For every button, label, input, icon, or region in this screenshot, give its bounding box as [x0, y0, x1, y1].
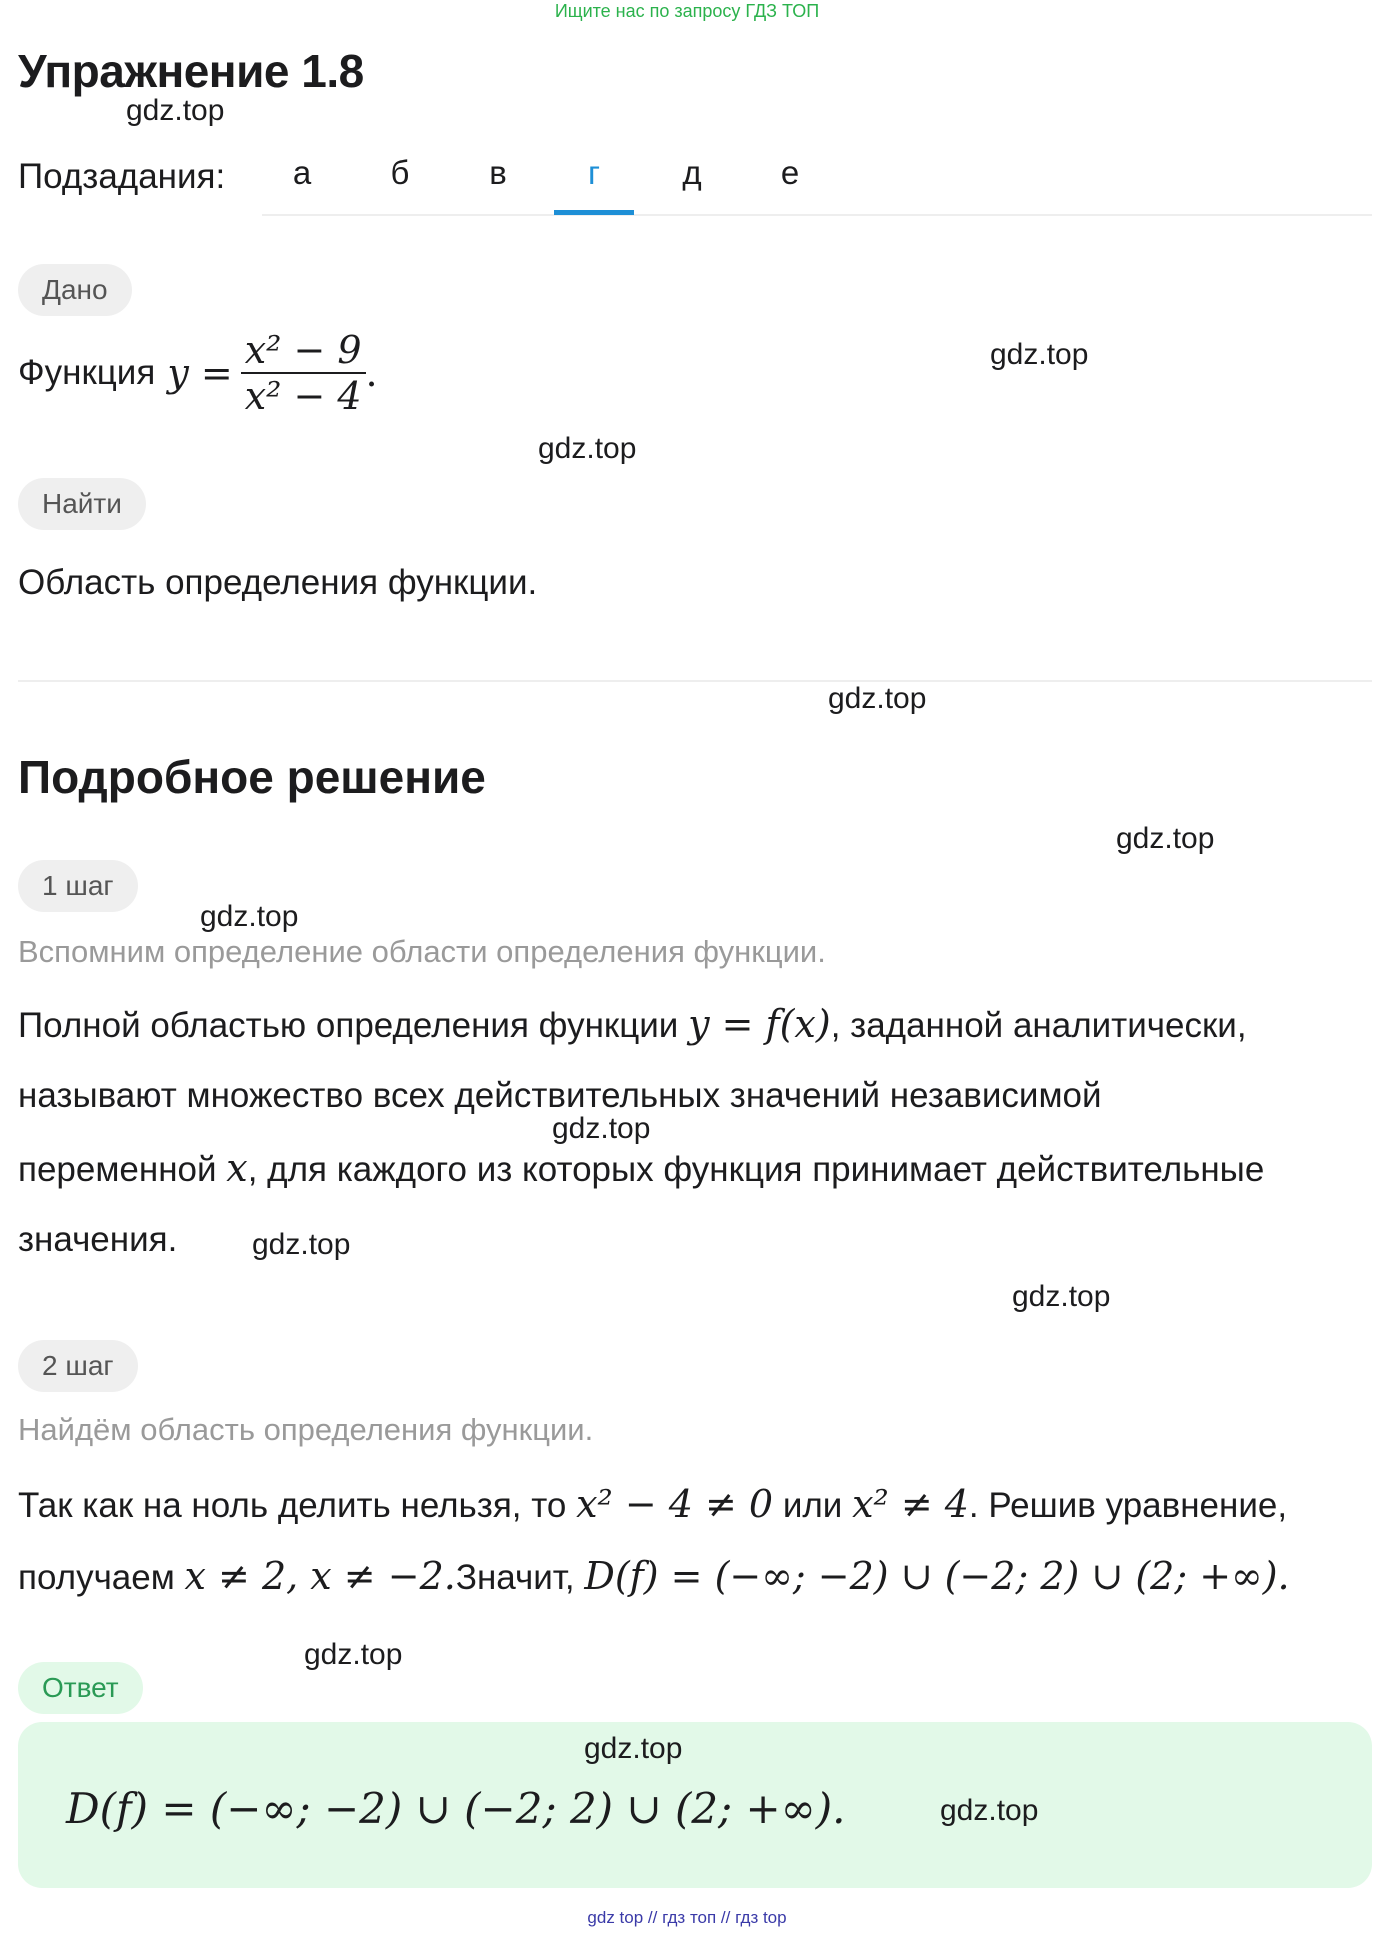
watermark: gdz.top [200, 900, 299, 933]
active-tab-indicator [554, 210, 634, 215]
step1-line-2: называют множество всех действительных значений независимой [18, 1076, 1102, 1115]
step2-line-2-text: получаем [18, 1558, 185, 1597]
step2-line-1-text: Так как на ноль делить нельзя, то [18, 1486, 577, 1525]
watermark: gdz.top [990, 338, 1089, 371]
step2-math-roots: x ≠ 2, x ≠ −2. [184, 1554, 456, 1598]
step2-badge: 2 шаг [18, 1340, 138, 1392]
step1-hint: Вспомним определение области определения функции. [18, 934, 826, 969]
subtasks-tabs [262, 148, 1372, 216]
step1-line-1 [18, 988, 1247, 1062]
solution-heading: Подробное решение [18, 751, 486, 803]
tab-a[interactable]: а [292, 154, 312, 191]
watermark: gdz.top [1012, 1280, 1111, 1313]
find-text: Область определения функции. [18, 563, 538, 602]
subtasks-label: Подзадания: [18, 157, 226, 196]
footer-links[interactable]: gdz top // гдз топ // гдз top [587, 1908, 787, 1927]
step1-line-4: значения. [18, 1220, 178, 1259]
tab-v[interactable]: в [489, 154, 507, 191]
step2-line-1 [18, 1468, 1287, 1542]
tab-g[interactable]: г [587, 154, 601, 191]
step2-math-inequality-1: x² − 4 ≠ 0 [576, 1482, 774, 1526]
fraction-numerator: x² − 9 [241, 328, 366, 374]
watermark: gdz.top [584, 1732, 683, 1765]
watermark: gdz.top [552, 1112, 651, 1145]
step1-line-3-text: переменной [18, 1150, 227, 1189]
divider [18, 680, 1372, 682]
step1-line-3-text-end: , для каждого из которых функция принимает действительные [247, 1150, 1265, 1189]
step1-math-x: x [226, 1146, 248, 1190]
step2-line-2 [18, 1540, 1290, 1614]
watermark: gdz.top [304, 1638, 403, 1671]
given-func-lhs: y = [167, 351, 233, 395]
tab-e[interactable]: е [780, 154, 800, 191]
find-badge: Найти [18, 478, 146, 530]
step1-line-1-text: Полной областью определения функции [18, 1006, 689, 1045]
page-title: Упражнение 1.8 [18, 45, 364, 97]
step1-math-function: y = f(x) [688, 1002, 831, 1046]
tab-d[interactable]: д [682, 154, 702, 191]
watermark: gdz.top [126, 94, 225, 127]
given-end: . [365, 351, 378, 395]
fraction-denominator: x² − 4 [244, 374, 362, 418]
tab-b[interactable]: б [390, 154, 410, 191]
given-prefix: Функция [18, 353, 156, 392]
watermark: gdz.top [252, 1228, 351, 1261]
step1-line-3 [18, 1132, 1264, 1206]
step1-badge: 1 шаг [18, 860, 138, 912]
step1-line-1-text-end: , заданной аналитически, [830, 1006, 1247, 1045]
watermark: gdz.top [1116, 822, 1215, 855]
promo-banner[interactable]: Ищите нас по запросу ГДЗ ТОП [554, 1, 820, 21]
step2-line-1-or: или [773, 1486, 853, 1525]
given-badge: Дано [18, 264, 132, 316]
step2-math-inequality-2: x² ≠ 4 [852, 1482, 969, 1526]
watermark: gdz.top [828, 682, 927, 715]
step2-hint: Найдём область определения функции. [18, 1412, 594, 1447]
step2-math-domain: D(f) = (−∞; −2) ∪ (−2; 2) ∪ (2; +∞). [584, 1554, 1290, 1598]
watermark: gdz.top [538, 432, 637, 465]
watermark: gdz.top [940, 1794, 1039, 1827]
answer-math: D(f) = (−∞; −2) ∪ (−2; 2) ∪ (2; +∞). [66, 1784, 846, 1833]
given-fraction [241, 328, 366, 418]
step2-line-2-text-mid: Значит, [455, 1558, 585, 1597]
given-function [18, 328, 378, 418]
answer-badge: Ответ [18, 1662, 143, 1714]
step2-line-1-text-end: . Решив уравнение, [968, 1486, 1288, 1525]
